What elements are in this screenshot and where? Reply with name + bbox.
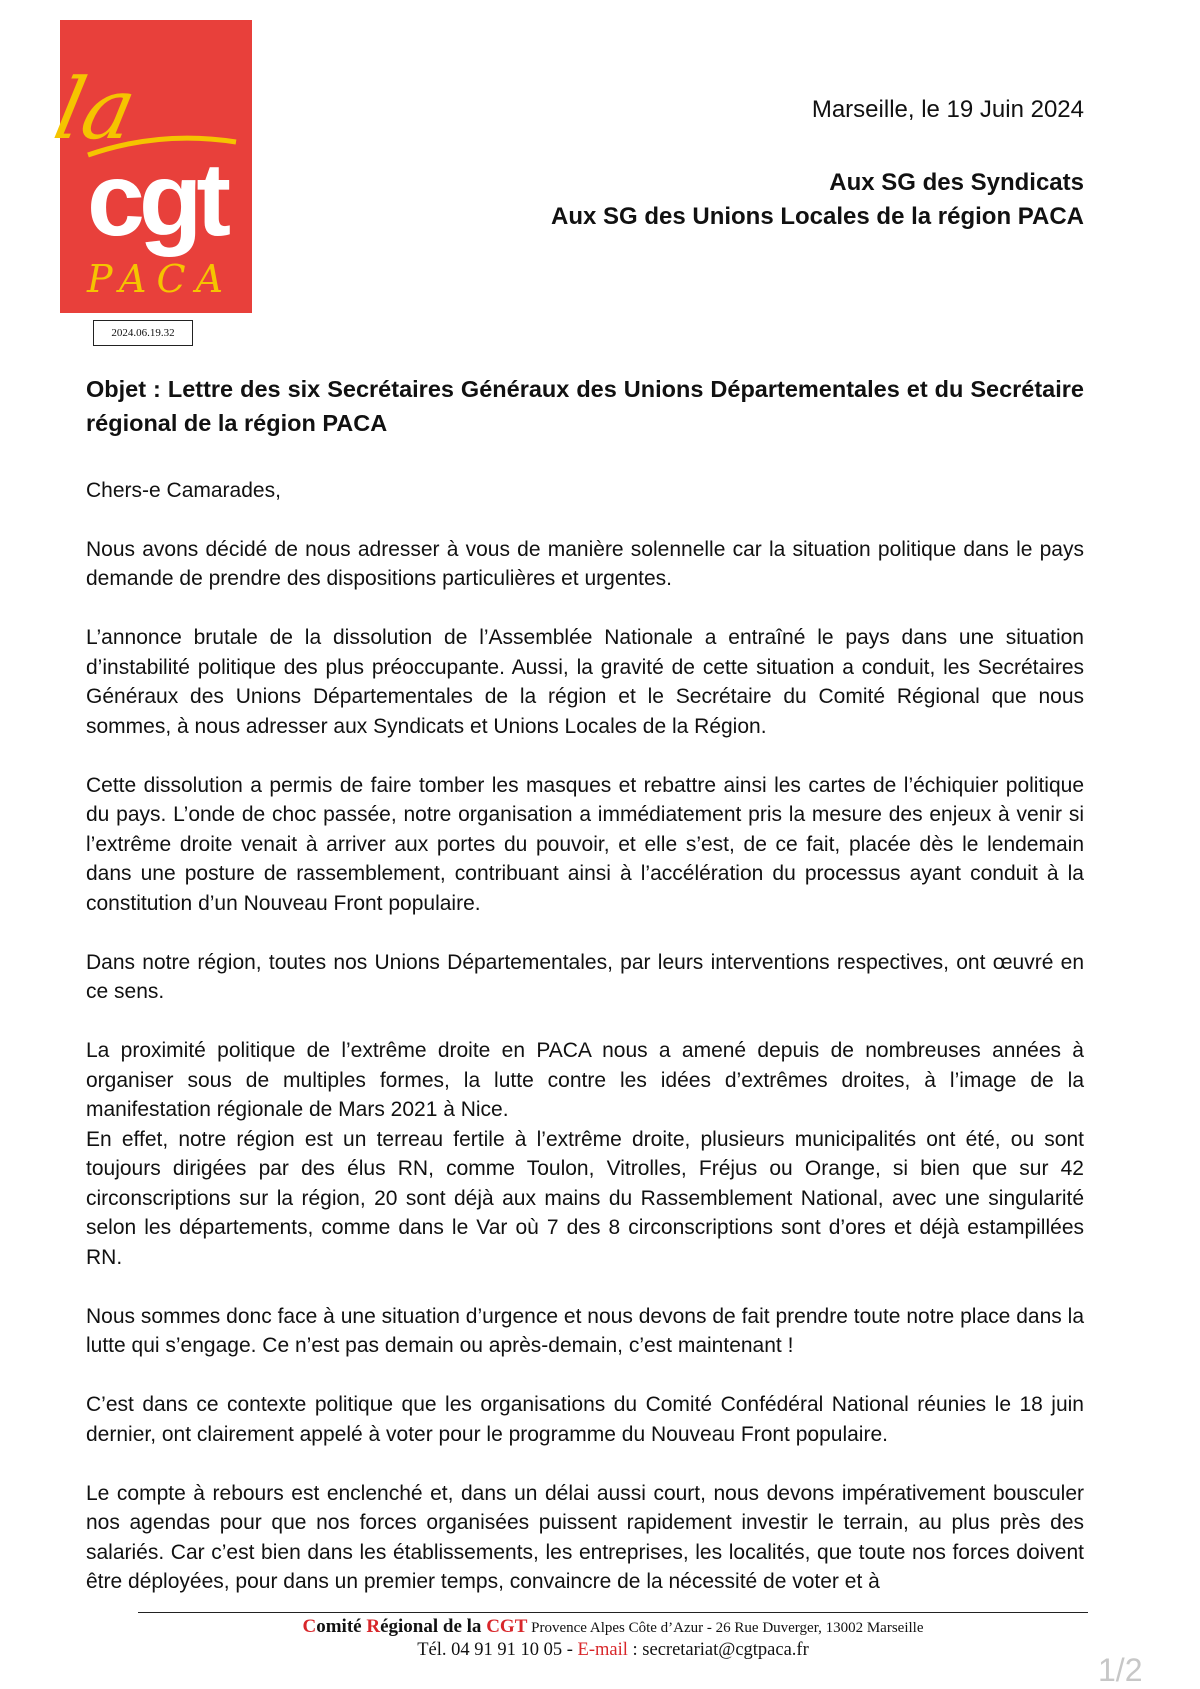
paragraph: C’est dans ce contexte politique que les organisations du Comité Confédéral National réunies le 18 juin dernier, ont clairement appelé à voter pour le programme du Nouveau Front populaire.: [86, 1393, 1084, 1446]
page-number: 1/2: [1098, 1652, 1143, 1688]
reference-number: 2024.06.19.32: [93, 320, 193, 346]
footer-email-label: E-mail: [577, 1640, 628, 1660]
paragraph: La proximité politique de l’extrême droite en PACA nous a amené depuis de nombreuses années à organiser sous de multiples formes, la lutte contre les idées d’extrêmes droites, à l’image de la manifestation régionale de Mars 2021 à Nice.: [86, 1039, 1084, 1121]
footer-email: : secretariat@cgtpaca.fr: [627, 1640, 809, 1660]
paragraph: Nous sommes donc face à une situation d’urgence et nous devons de fait prendre toute notre place dans la lutte qui s’engage. Ce n’est pas demain ou après-demain, c’est maintenant !: [86, 1304, 1084, 1357]
logo-main-text: cgt: [87, 142, 225, 258]
footer-organization-line: [138, 1616, 1088, 1638]
letter-body: [86, 372, 1084, 1597]
logo-script-text: la: [46, 60, 145, 159]
footer-org-text: omité: [316, 1616, 367, 1637]
paragraph: En effet, notre région est un terreau fertile à l’extrême droite, plusieurs municipalités ont été, ou sont toujours dirigées par des élus RN, comme Toulon, Vitrolles, Fréjus ou Orange, si bien que sur 42 circonscriptions sur la région, 20 sont déjà aux mains du Rassemblement National, avec une singularité selon les départements, comme dans le Var où 7 des 8 circonscriptions sont d’ores et déjà estampillées RN.: [86, 1127, 1084, 1269]
cgt-paca-logo: [46, 20, 252, 313]
footer-address: Provence Alpes Côte d’Azur - 26 Rue Duverger, 13002 Marseille: [527, 1620, 924, 1636]
footer-cgt: CGT: [486, 1616, 528, 1637]
footer-org-text: égional de la: [380, 1616, 487, 1637]
footer-letter-c: C: [302, 1616, 317, 1637]
paragraph: Nous avons décidé de nous adresser à vous de manière solennelle car la situation politique dans le pays demande de prendre des dispositions particulières et urgentes.: [86, 537, 1084, 590]
recipient-line: Aux SG des Unions Locales de la région PACA: [550, 203, 1084, 230]
letter-date: Marseille, le 19 Juin 2024: [811, 96, 1084, 123]
paragraph: Cette dissolution a permis de faire tomber les masques et rebattre ainsi les cartes de l’échiquier politique du pays. L’onde de choc passée, notre organisation a immédiatement pris la mesure des enjeux à venir si l’extrême droite venait à arriver aux portes du pouvoir, et elle s’est, de ce fait, placée dès le lendemain dans une posture de rassemblement, contribuant ainsi à l’accélération du processus ayant conduit à la constitution d’un Nouveau Front populaire.: [86, 773, 1084, 915]
footer-divider: [138, 1612, 1088, 1613]
paragraph: Le compte à rebours est enclenché et, dans un délai aussi court, nous devons impérativement bousculer nos agendas pour que nos forces organisées puissent rapidement investir le terrain, au plus près des salariés. Car c’est bien dans les établissements, les entreprises, les localités, que toute nos forces doivent être déployées, pour dans un premier temps, convaincre de la nécessité de voter et à: [86, 1481, 1084, 1593]
footer-phone: Tél. 04 91 91 10 05 -: [417, 1640, 578, 1660]
footer-contact-line: [138, 1640, 1088, 1661]
paragraph: Dans notre région, toutes nos Unions Départementales, par leurs interventions respectives, ont œuvré en ce sens.: [86, 950, 1084, 1003]
letter-greeting: Chers-e Camarades,: [86, 479, 281, 502]
logo-region-text: PACA: [86, 257, 234, 301]
footer-letter-r: R: [366, 1616, 381, 1637]
letter-subject: Objet : Lettre des six Secrétaires Généraux des Unions Départementales et du Secrétaire régional de la région PACA: [86, 376, 1084, 436]
recipient-line: Aux SG des Syndicats: [829, 169, 1084, 196]
paragraph: L’annonce brutale de la dissolution de l’Assemblée Nationale a entraîné le pays dans une situation d’instabilité politique des plus préoccupante. Aussi, la gravité de cette situation a conduit, les Secrétaires Généraux des Unions Départementales de la région et le Secrétaire du Comité Régional que nous sommes, à nous adresser aux Syndicats et Unions Locales de la Région.: [86, 626, 1084, 738]
recipients-block: [551, 166, 1084, 234]
